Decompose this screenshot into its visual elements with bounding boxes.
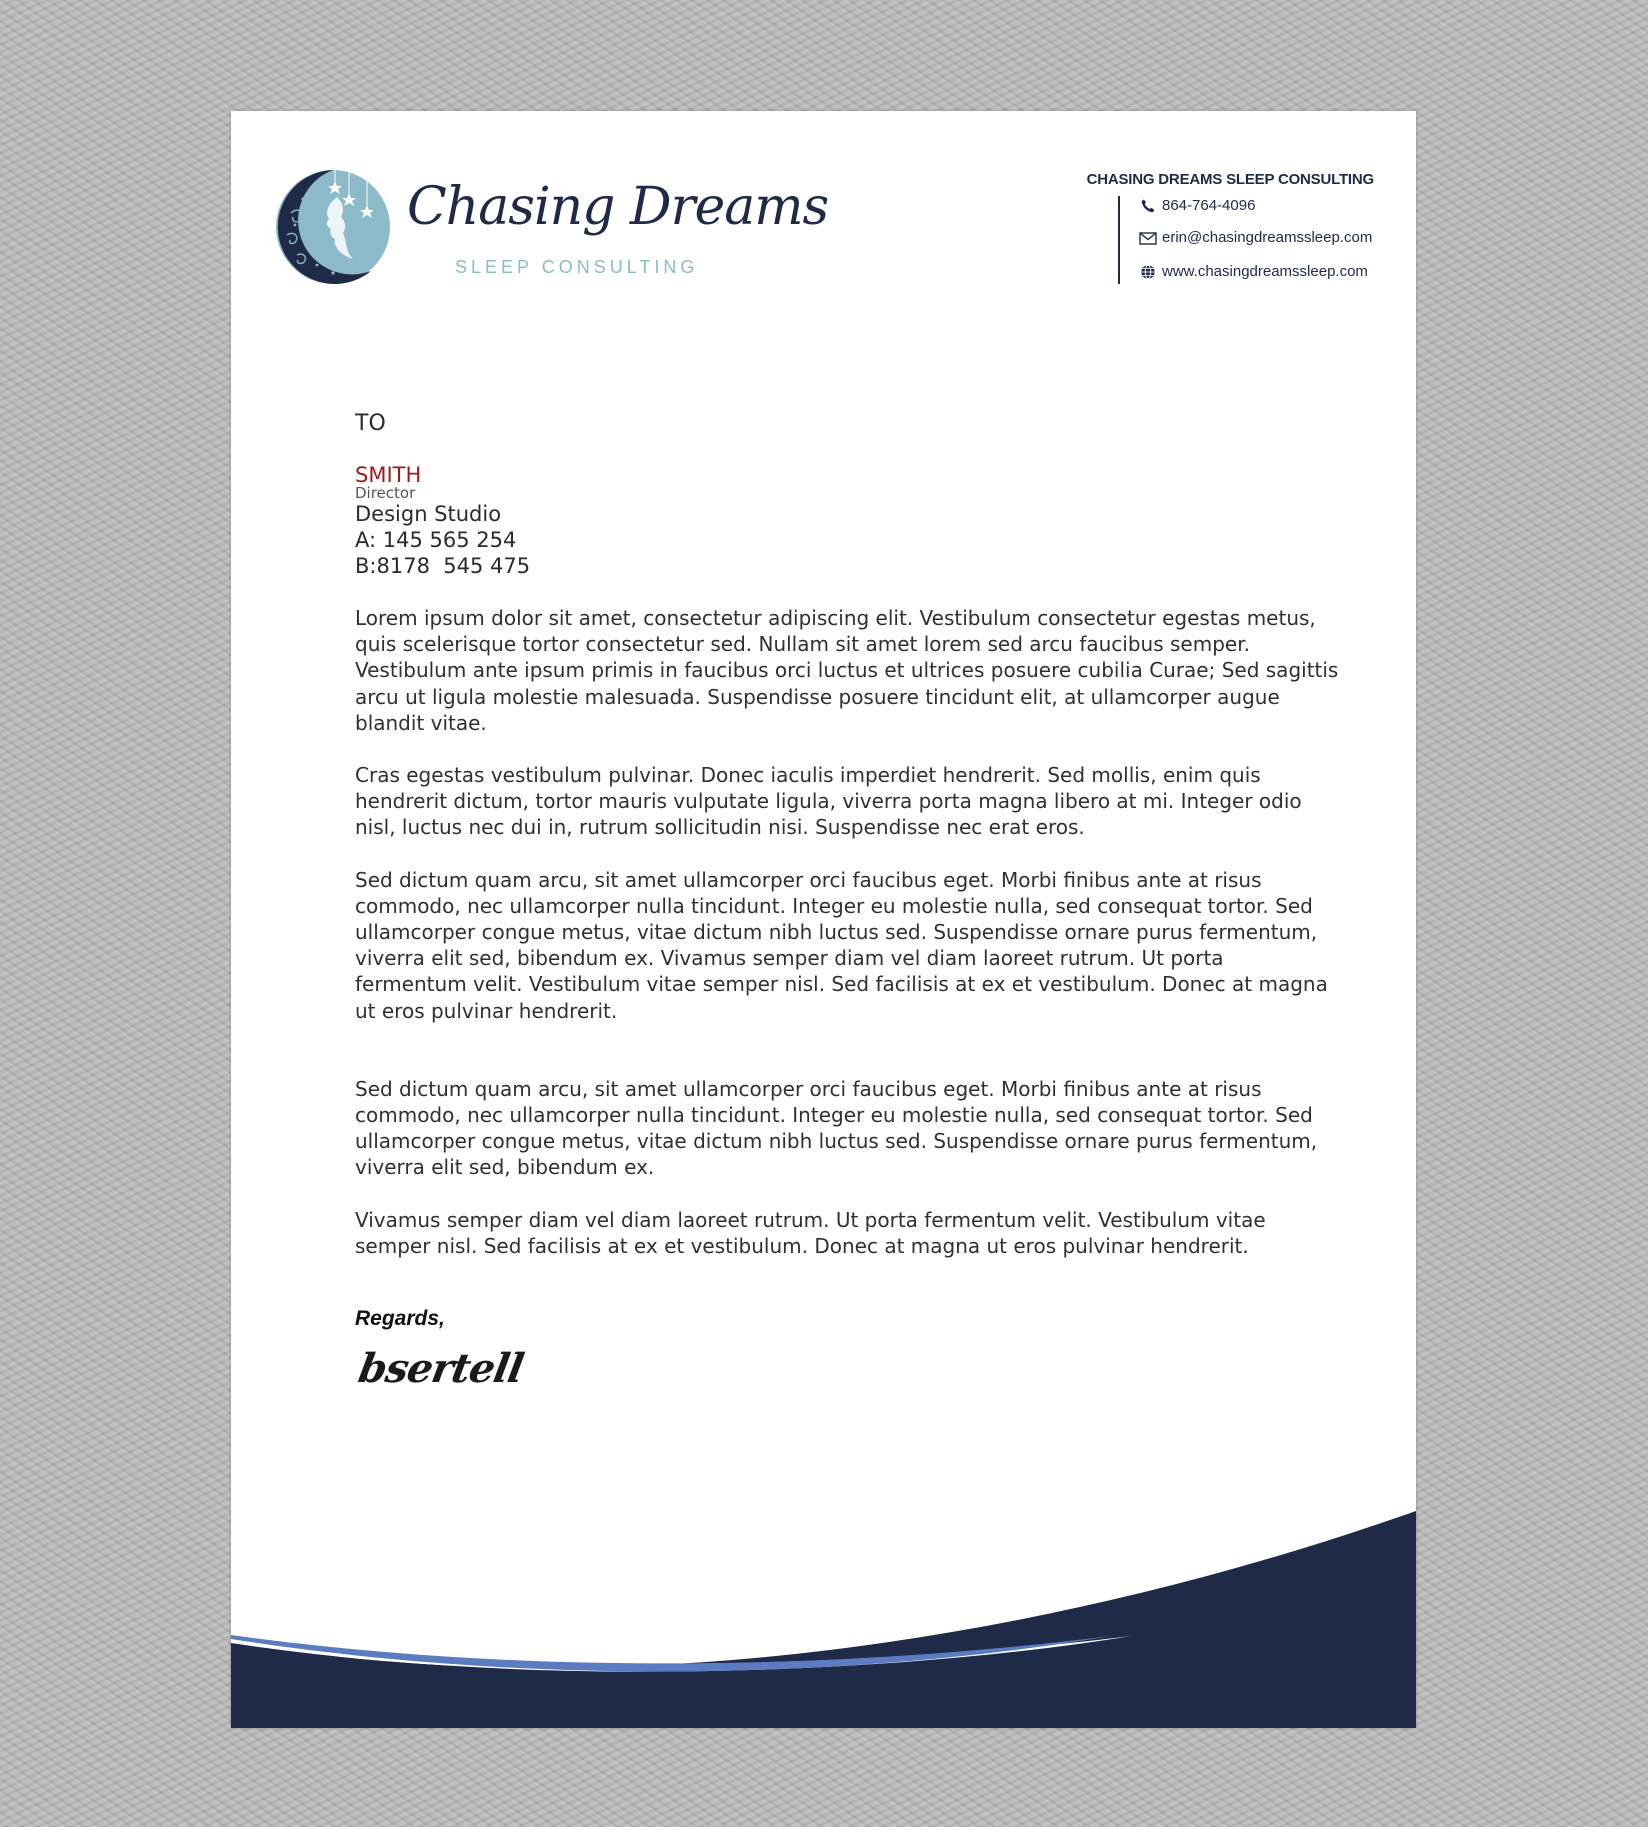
brand-subtitle: SLEEP CONSULTING [455,257,699,277]
recipient-company: Design Studio [355,502,502,526]
contact-divider [1118,196,1120,284]
footer-wave-decoration [231,1511,1416,1728]
contact-phone-row [1139,197,1255,214]
body-paragraph-4: Sed dictum quam arcu, sit amet ullamcorper orci faucibus eget. Morbi finibus ante at risus commodo, nec ullamcorper nulla tincidunt. Integer eu molestie nulla, sed consequat tortor. Sed ullamcorper congue metus, vitae dictum nibh luctus sed. Suspendisse ornare purus fermentum, viverra elit sed, bibendum ex. [355,1076,1318,1180]
closing-regards: Regards, [355,1307,445,1331]
contact-phone: 864-764-4096 [1162,197,1256,214]
phone-icon [1139,198,1157,214]
recipient-line-a: A: 145 565 254 [355,528,517,552]
letter-body [355,411,1340,1392]
letterhead-sheet [231,111,1416,1728]
contact-website[interactable]: www.chasingdreamssleep.com [1162,263,1368,280]
recipient-name: SMITH [355,463,422,487]
body-paragraph-1: Lorem ipsum dolor sit amet, consectetur adipiscing elit. Vestibulum consectetur egestas metus, quis scelerisque tortor consectetur sed. Nullam sit amet lorem sed arcu faucibus semper. Vestibulum ante ipsum primis in faucibus orci luctus et ultrices posuere cubilia Curae; Sed sagittis arcu ut ligula molestie malesuada. Suspendisse posuere tincidunt elit, at ullamcorper augue blandit vitae. [355,606,1339,735]
body-paragraph-3: Sed dictum quam arcu, sit amet ullamcorper orci faucibus eget. Morbi finibus ante at risus commodo, nec ullamcorper nulla tincidunt. Integer eu molestie nulla, sed consequat tortor. Sed ullamcorper congue metus, vitae dictum nibh luctus sed. Suspendisse ornare purus fermentum, viverra elit sed, bibendum ex. Vivamus semper diam vel diam laoreet rutrum. Ut porta fermentum velit. Vestibulum vitae semper nisl. Sed facilisis at ex et vestibulum. Donec at magna ut eros pulvinar hendrerit. [355,867,1328,1023]
recipient-role: Director [355,484,416,502]
contact-email-row [1139,229,1372,246]
recipient-line-b: B:8178 545 475 [355,554,531,578]
contact-email[interactable]: erin@chasingdreamssleep.com [1162,229,1373,246]
envelope-icon [1139,230,1157,246]
contact-website-row [1139,263,1368,280]
body-paragraph-5: Vivamus semper diam vel diam laoreet rutrum. Ut porta fermentum velit. Vestibulum vitae semper nisl. Sed facilisis at ex et vestibulum. Donec at magna ut eros pulvinar hendrerit. [355,1207,1266,1258]
to-label: TO [355,411,386,436]
body-paragraph-2: Cras egestas vestibulum pulvinar. Donec iaculis imperdiet hendrerit. Sed mollis, enim quis hendrerit dictum, tortor mauris vulputate ligula, viverra porta magna libero at mi. Integer odio nisl, luctus nec dui in, rutrum sollicitudin nisi. Suspendisse nec erat eros. [355,763,1302,840]
moon-logo-icon [275,169,391,285]
signature: bsertell [355,1345,527,1393]
brand-title: Chasing Dreams [407,177,829,237]
contact-company-name: CHASING DREAMS SLEEP CONSULTING [1086,171,1374,188]
globe-icon [1139,264,1157,280]
